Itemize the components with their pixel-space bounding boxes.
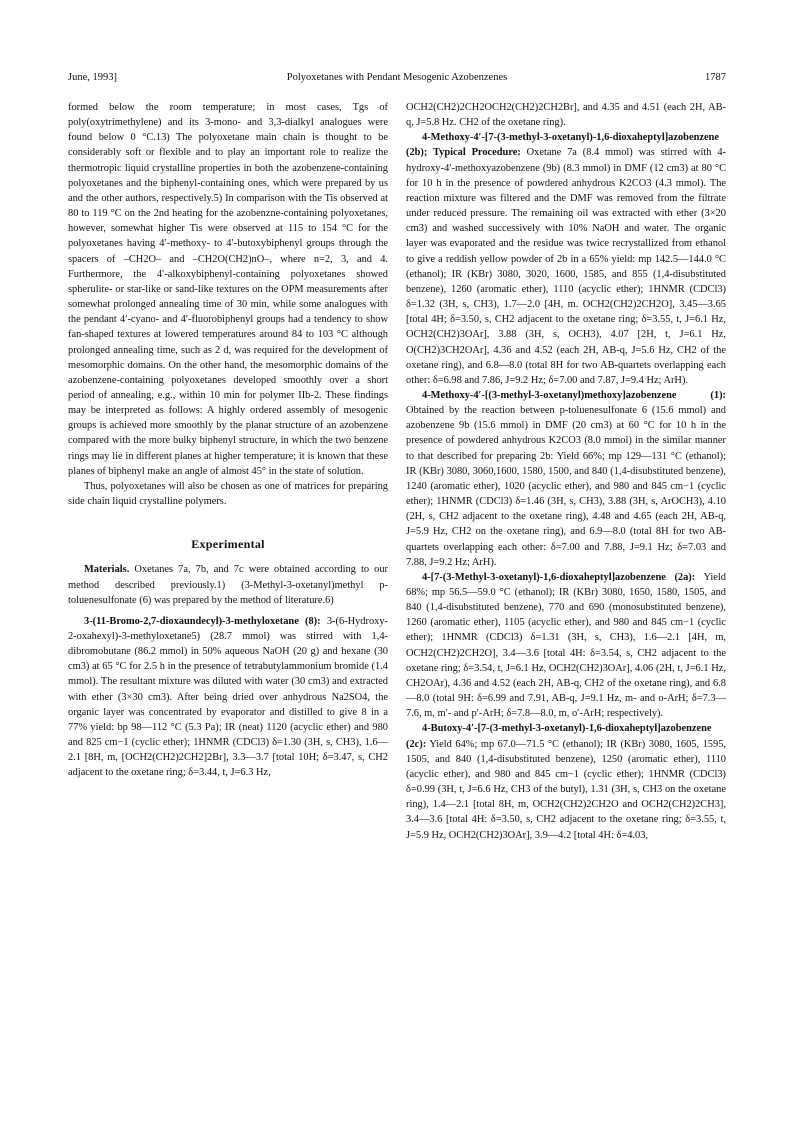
compound-8-paragraph [68,614,388,781]
compound-2a-text: Yield 68%; mp 56.5—59.0 °C (ethanol); IR (KBr) 3080, 1650, 1580, 1505, and 840 (1,4-disubstituted benzene), 770 and 690 (monosubstituted benzene), 1260 (aromatic ether), 1105 (acyclic ether), and 980 and 845 cm−1 (cyclic ether); 1HNMR (CDCl3) δ=1.31 (3H, s, CH3), 1.6—2.1 [4H, m, OCH2(CH2)2CH2O], 3.4—3.6 [total 4H: δ=3.54, s, CH2 adjacent to the oxetane ring; δ=3.54, t, J=6.1 Hz, OCH2(CH2)3OAr], 4.06 (2H, t, J=6.1 Hz, CH2OAr), 4.36 and 4.52 (each 2H, AB-q, CH2 of the oxetane ring), and 6.8—8.0 (total 9H: δ=6.99 and 7.91, AB-q, J=9.1 Hz, m- and o-ArH; δ=7.3—7.6, m, m′- and p′-ArH; δ=7.8—8.0, m, o′-ArH; respectively). [406,571,726,720]
compound-8-text: 3-(6-Hydroxy-2-oxahexyl)-3-methyloxetane5) (28.7 mmol) was stirred with 1,4-dibromobutane (86.2 mmol) in 50% aqueous NaOH (20 g) and hexane (30 cm3) at 65 °C for 2.5 h in the presence of tetrabutylammonium bromide (1.4 mmol). The resultant mixture was diluted with water (30 cm3) and extracted with ether (3×30 cm3). After being dried over anhydrous Na2SO4, the organic layer was concentrated by evaporator and distilled to give 8 in a 77% yield: bp 98—112 °C (5.3 Pa); IR (neat) 1120 (acyclic ether) and 980 and 825 cm−1 (cyclic ether); 1HNMR (CDCl3) δ=1.30 (3H, s, CH3), 1.6—2.1 [8H, m, [OCH2(CH2)2CH2]2Br], 3.3—3.7 [total 10H; δ=3.47, s, CH2 adjacent to the oxetane ring; δ=3.44, t, J=6.3 Hz, [68,615,388,779]
compound-1-heading: 4-Methoxy-4′-[(3-methyl-3-oxetanyl)methoxy]azobenzene (1): [422,389,726,401]
compound-2c-text: Yield 64%; mp 67.0—71.5 °C (ethanol); IR (KBr) 3080, 1605, 1595, 1505, and 840 (1,4-disubstituted benzene), 1250 (aromatic ether), 1110 (acyclic ether), and 980 and 845 cm−1 (cyclic ether); 1HNMR (CDCl3) δ=0.99 (3H, t, J=6.6 Hz, CH3 of the butyl), 1.31 (3H, s, CH3 on the oxetane ring), 1.4—2.1 [total 8H, m, OCH2(CH2)2CH2O and OCH2(CH2)2CH3], 3.4—3.6 [total 4H: δ=3.50, s, CH2 adjacent to the oxetane ring; δ=3.55, t, J=5.9 Hz, OCH2(CH2)3OAr], 3.9—4.2 [total 4H: δ=4.03, [406,738,726,841]
compound-2c-heading: 4-Butoxy-4′-[7-(3-methyl-3-oxetanyl)-1,6-dioxaheptyl]azobenzene (2c): [406,723,712,750]
page-number: 1787 [705,72,726,83]
materials-heading: Materials. [84,564,130,576]
right-column [406,100,726,843]
compound-2a-paragraph [406,570,726,722]
section-heading-experimental: Experimental [191,537,265,552]
running-header [68,72,726,86]
compound-2a-heading: 4-[7-(3-Methyl-3-oxetanyl)-1,6-dioxaheptyl]azobenzene (2a): [422,571,696,583]
compound-1-text: Obtained by the reaction between p-toluenesulfonate 6 (15.6 mmol) and azobenzene 9b (15.6 mmol) in DMF (20 cm3) at 60 °C for 10 h in the presence of powdered anhydrous K2CO3 (8.0 mmol) in the similar manner to that described for preparing 2b: Yield 66%; mp 129—131 °C (ethanol); IR (KBr) 3080, 3060,1600, 1580, 1500, and 840 (1,4-disubstituted benzene), 1240 (aromatic ether), 1020 (acyclic ether), and 980 and 845 cm−1 (cyclic ether); 1HNMR (CDCl3) δ=1.46 (3H, s, CH3), 3.88 (3H, s, ArOCH3), 4.10 (2H, s, CH2 adjacent to the oxetane ring), 4.48 and 4.65 (each 2H, AB-q, J=5.9 Hz, CH2 on the oxetane ring), and 6.9—8.0 (total 8H for two AB-quartets overlapping each other: δ=7.00 and 7.88, J=9.1 Hz; δ=7.03 and 7.88, J=9.2 Hz; ArH). [406,405,726,568]
header-date: June, 1993] [68,72,117,83]
compound-1-paragraph [406,388,726,570]
compound-2b-text: Oxetane 7a (8.4 mmol) was stirred with 4-hydroxy-4′-methoxyazobenzene (9b) (8.3 mmol) in DMF (12 cm3) at 80 °C for 10 h in the presence of powdered anhydrous K2CO3 (4.3 mmol). The reaction mixture was filtered and the DMF was removed from the filtrate under reduced pressure. The remaining oil was extracted with ether (3×20 cm3) and washed successively with 10% NaOH and water. The organic layer was evaporated and the residue was twice recrystallized from ethanol to give a reddish yellow powder of 2b in a 65% yield: mp 142.5—144.0 °C (ethanol); IR (KBr) 3080, 3020, 1600, 1585, and 855 (1,4-disubstituted benzene), 1260 (aromatic ether), 1110 (acyclic ether); 1HNMR (CDCl3) δ=1.32 (3H, s, CH3), 1.7—2.0 [4H, m. OCH2(CH2)2CH2O], 3.45—3.65 [total 4H; δ=3.50, s, CH2 adjacent to the oxetane ring; δ=3.55, t, J=6.1 Hz, OCH2(CH2)3OAr], 3.88 (3H, s, OCH3), 4.07 [2H, t, J=6.1 Hz, O(CH2)3CH2OAr], 4.36 and 4.52 (each 2H, AB-q, J=5.6 Hz, CH2 of the oxetane ring), and 6.8—8.0 (total 8H for two AB-quartets overlapping each other: δ=6.98 and 7.86, J=9.2 Hz; δ=7.00 and 7.87, J=9.4 Hz; ArH). [406,147,726,386]
compound-2b-paragraph [406,130,726,388]
header-title: Polyoxetanes with Pendant Mesogenic Azobenzenes [286,72,508,83]
compound-2c-paragraph [406,721,726,842]
continued-text: OCH2(CH2)2CH2OCH2(CH2)2CH2Br], and 4.35 and 4.51 (each 2H, AB-q, J=5.8 Hz. CH2 of the oxetane ring). [406,102,726,129]
left-column [68,100,388,781]
materials-paragraph [68,562,388,607]
discussion-paragraph: formed below the room temperature; in most cases, Tgs of poly(oxytrimethylene) and its 3-mono- and 3,3-dialkyl analogues were found below 0 °C.13) The polyoxetane main chain is thought to be considerably soft or flexible and to play an important role to realize the thermotropic liquid crystalline properties in both the azobenzene-containing polyoxetanes and the biphenyl-containing ones, which were prepared by us and the other authors, respectively.5) In comparison with the Tis observed at 80 to 119 °C on the 2nd heating for the azobenzne-containing polyoxetanes, however, somewhat higher Tis were observed at 115 to 154 °C for the polyoxetanes having 4′-methoxy- to 4′-butoxybiphenyl groups through the spacers of –CH2O– and –CH2O(CH2)nO–, where n=2, 3, and 4. Furthermore, the 4′-alkoxybiphenyl-containing polyoxetanes showed spherulite- or star-like or sand-like textures on the OPM measurements after somewhat prolonged annealing time of 30 min, while some analogues with the pendant 4′-cyano- and 4′-fluorobiphenyl groups had a tendency to show fan-shaped textures at lowered temperatures around 84 to 103 °C although prolonged annealing time, such as 2 d, was required for the development of mesomorphic domains. On the other hand, the mesomorphic domains of the azobenzene-containing polyoxetanes developed smoothly over a short period of annealing, e.g., within 10 min for polymer IIb-2. These findings may be interpreted as follows: A highly ordered assembly of mesogenic groups is achieved more smoothly by the planar structure of an azobenzene compared with the more bulky biphenyl structure, in which the two benzene rings may lie in different planes at higher temperature; it is known that these planes of biphenyl make an angle of almost 45° in the state of solution. [68,102,388,477]
compound-8-heading: 3-(11-Bromo-2,7-dioxaundecyl)-3-methyloxetane (8): [84,615,321,627]
materials-text: Oxetanes 7a, 7b, and 7c were obtained according to our method described previously.1) (3-Methyl-3-oxetanyl)methyl p-toluenesulfonate (6) was prepared by the method of literature.6) [68,564,388,606]
compound-2b-heading: 4-Methoxy-4′-[7-(3-methyl-3-oxetanyl)-1,6-dioxaheptyl]azobenzene (2b); Typical Procedure: [406,132,719,159]
conclusion-paragraph: Thus, polyoxetanes will also be chosen as one of matrices for preparing side chain liquid crystalline polymers. [68,480,388,508]
